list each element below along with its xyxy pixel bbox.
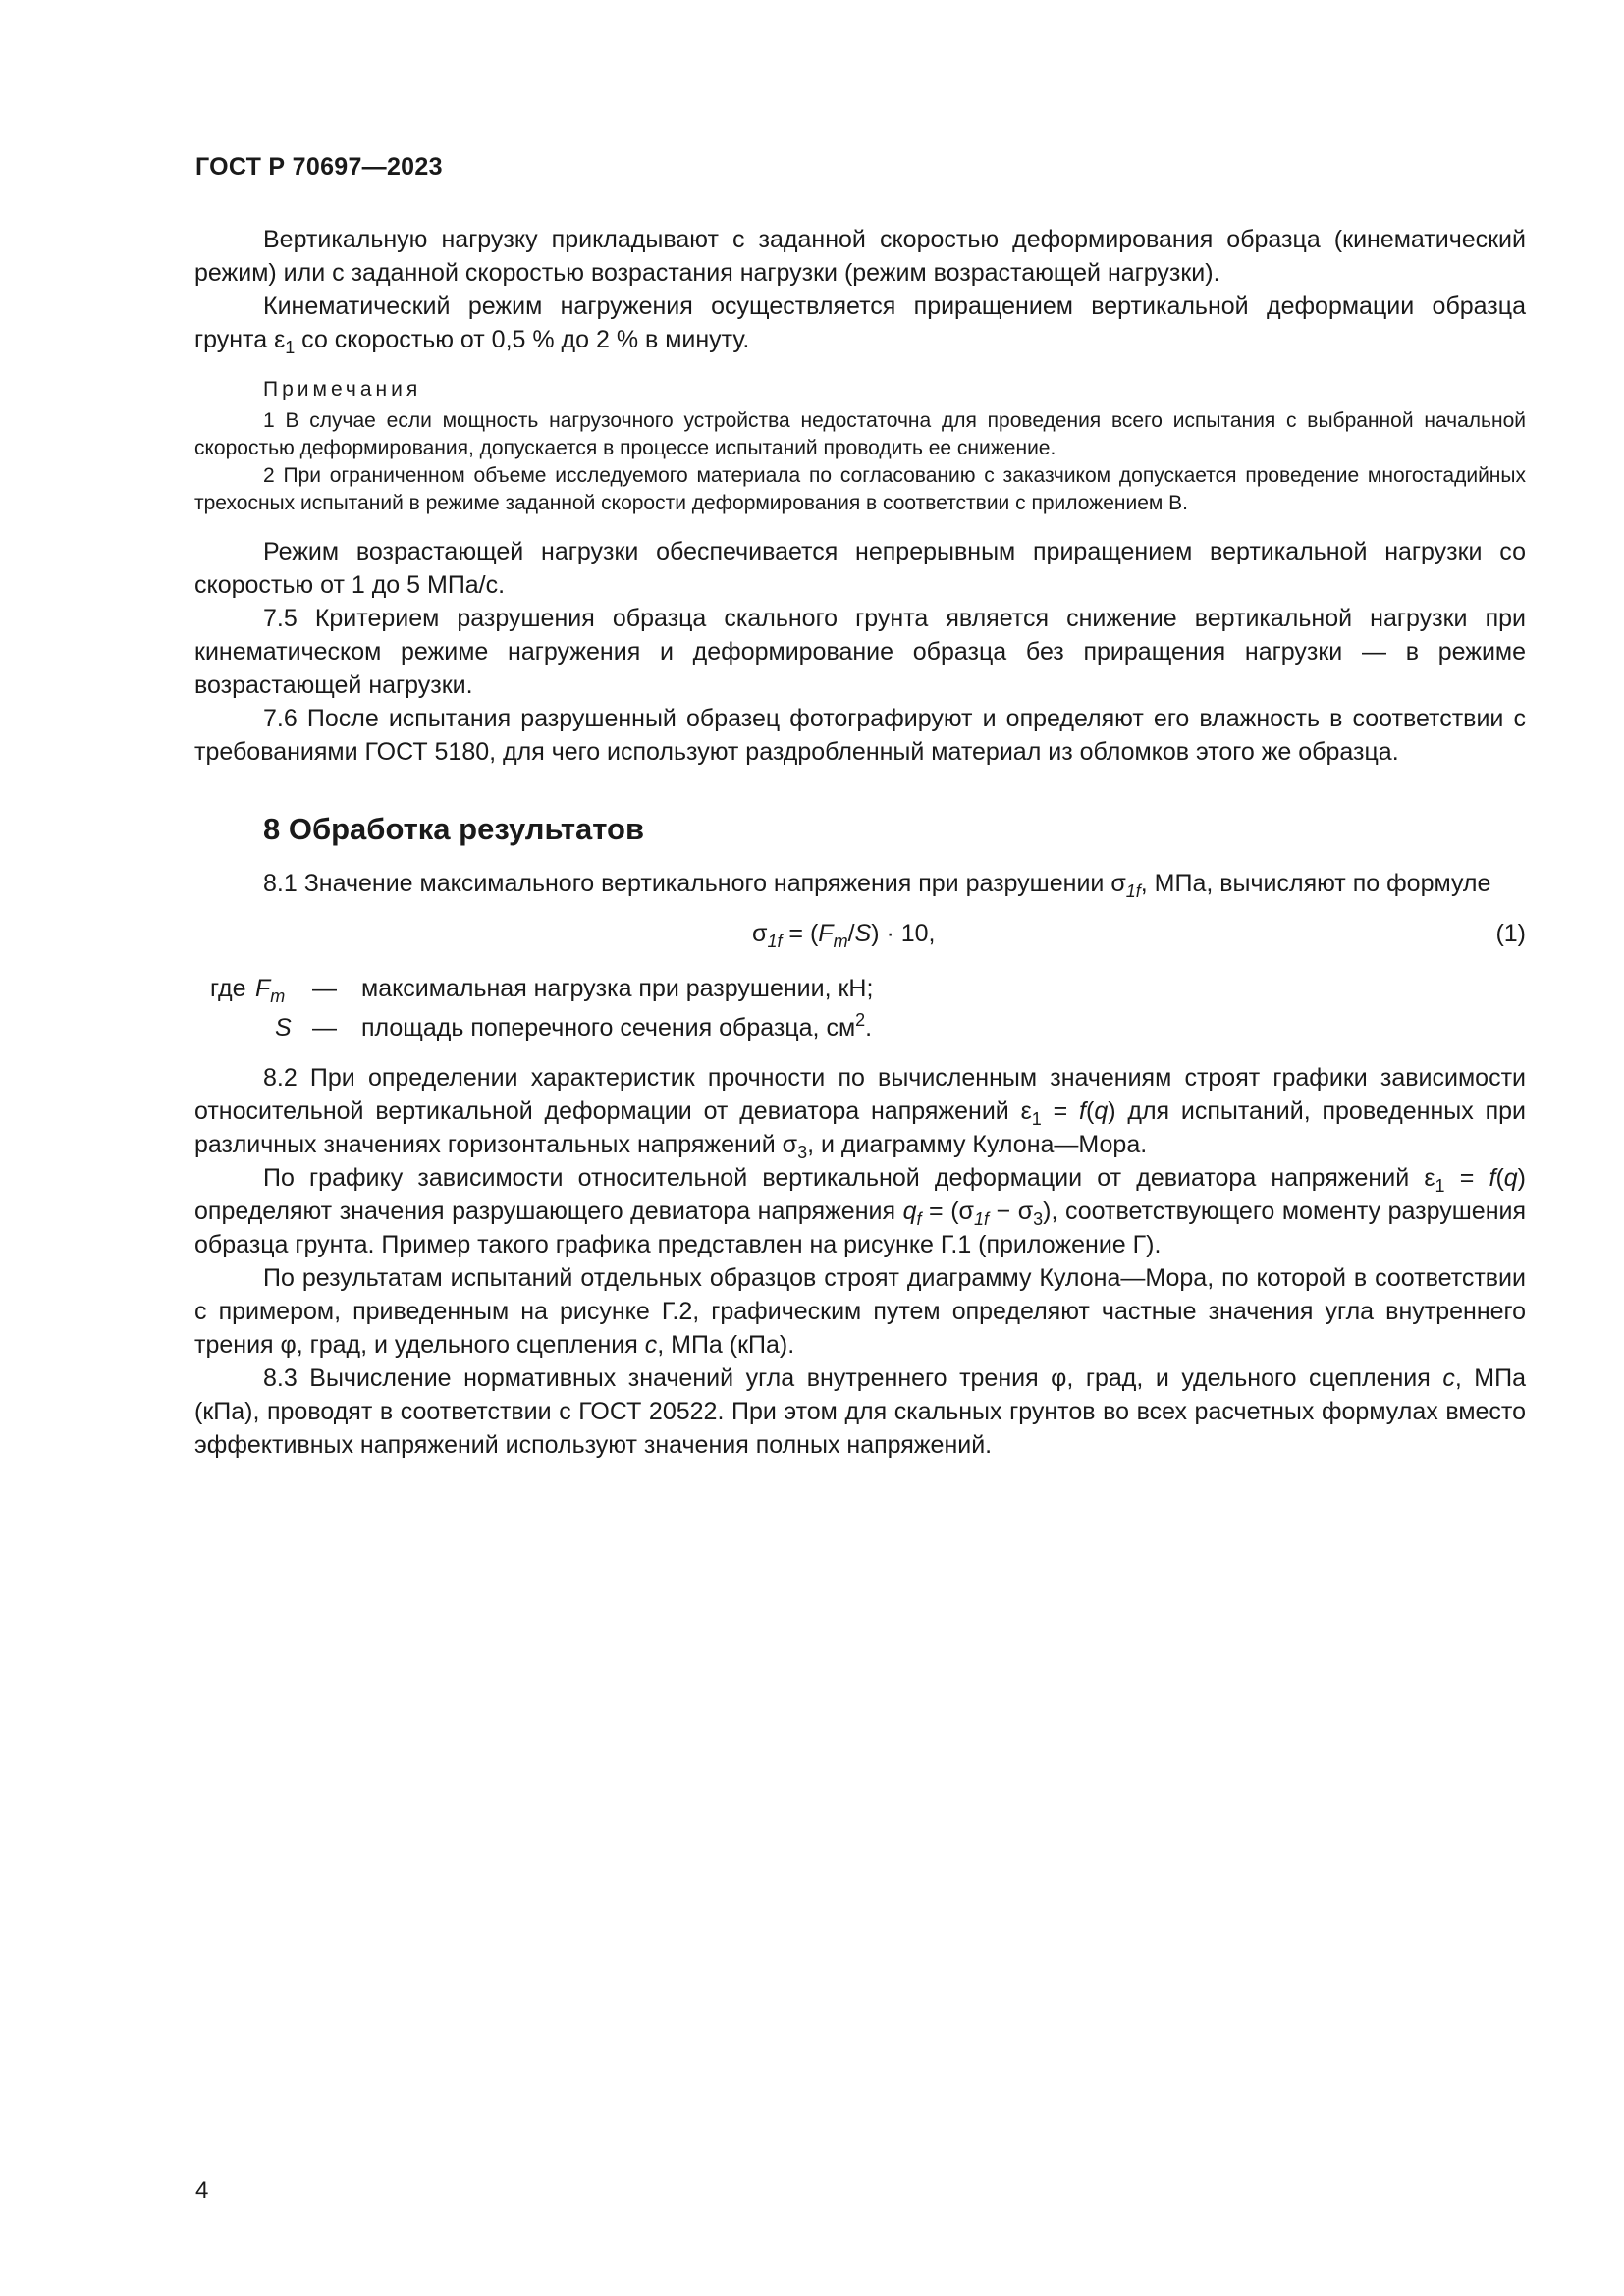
notes-title: Примечания xyxy=(263,378,422,400)
formula-expression: $\sigma_{1f} = (F_m/S) \cdot 10$, xyxy=(752,920,936,951)
note-item: 1 В случае если мощность нагрузочного устройства недостаточна для проведения всего испытания с выбранной начальной скоростью деформирования, допускается в процессе испытаний проводить ее снижение. xyxy=(194,409,1526,459)
paragraph-8-3: 8.3 Вычисление нормативных значений угла внутреннего трения φ, град, и удельного сцепления c, МПа (кПа), проводят в соответствии с ГОСТ 20522. При этом для скальных грунтов во всех расчетных формулах вместо эффективных напряжений используют значения полных напряжений. xyxy=(194,1364,1527,1459)
formula-1 xyxy=(194,912,1526,961)
legend-symbol: $F_m$ xyxy=(255,975,286,1006)
legend-description: максимальная нагрузка при разрушении, кН; xyxy=(361,975,874,1002)
note-item: 2 При ограниченном объеме исследуемого материала по согласованию с заказчиком допускается проведение многостадийных трехосных испытаний в режиме заданной скорости деформирования в соответствии с приложением В. xyxy=(194,464,1526,514)
paragraph-graph-dependence: По графику зависимости относительной вертикальной деформации от девиатора напряжений $\varepsilon_1 = f(q)$ определяют значения разрушающего девиатора напряжения $q_f = (\sigma_{1f} - \sigma_3)$, соответствующего моменту разрушения образца грунта. Пример такого графика представлен на рисунке Г.1 (приложение Г). xyxy=(194,1164,1527,1258)
paragraph-7-5: 7.5 Критерием разрушения образца скального грунта является снижение вертикальной нагрузки при кинематическом режиме нагружения и деформирование образца без приращения нагрузки — в режиме возрастающей нагрузки. xyxy=(194,605,1526,699)
legend-symbol: S xyxy=(275,1014,292,1041)
standard-header: ГОСТ Р 70697—2023 xyxy=(195,153,443,181)
formula-number: (1) xyxy=(1495,920,1526,947)
formula-legend xyxy=(194,971,1526,1049)
paragraph-increasing-load: Режим возрастающей нагрузки обеспечивается непрерывным приращением вертикальной нагрузки со скоростью от 1 до 5 МПа/с. xyxy=(194,538,1526,599)
section-heading-8: 8 Обработка результатов xyxy=(263,812,645,846)
paragraph-8-1: 8.1 Значение максимального вертикального напряжения при разрушении $\sigma_{1f}$, МПа, вычисляют по формуле xyxy=(263,870,1491,901)
legend-where-label: где xyxy=(210,975,246,1002)
paragraph-kinematic-mode: Кинематический режим нагружения осуществляется приращением вертикальной деформации образца грунта $\varepsilon_1$ со скоростью от 0,5 % до 2 % в минуту. xyxy=(194,293,1526,357)
paragraph-coulomb-mohr: По результатам испытаний отдельных образцов строят диаграмму Кулона—Мора, по которой в соответствии с примером, приведенным на рисунке Г.2, графическим путем определяют частные значения угла внутреннего трения φ, град, и удельного сцепления c, МПа (кПа). xyxy=(194,1264,1526,1359)
legend-description: площадь поперечного сечения образца, $см^2$. xyxy=(361,1010,873,1041)
page-number: 4 xyxy=(195,2177,209,2204)
legend-dash: — xyxy=(312,975,337,1002)
paragraph-load-application: Вертикальную нагрузку прикладывают с заданной скоростью деформирования образца (кинематический режим) или с заданной скоростью возрастания нагрузки (режим возрастающей нагрузки). xyxy=(194,226,1526,287)
paragraph-8-2: 8.2 При определении характеристик прочности по вычисленным значениям строят графики зависимости относительной вертикальной деформации от девиатора напряжений $\varepsilon_1 = f(q)$ для испытаний, проведенных при различных значениях горизонтальных напряжений $\sigma_3$, и диаграмму Кулона—Мора. xyxy=(194,1064,1526,1162)
legend-dash: — xyxy=(312,1014,337,1041)
notes-block xyxy=(194,376,1526,517)
legend-row-fm xyxy=(194,971,1526,1010)
paragraph-7-6: 7.6 После испытания разрушенный образец фотографируют и определяют его влажность в соответствии с требованиями ГОСТ 5180, для чего используют раздробленный материал из обломков этого же образца. xyxy=(194,705,1526,766)
page-content xyxy=(194,223,1526,1462)
legend-row-s xyxy=(194,1010,1526,1049)
